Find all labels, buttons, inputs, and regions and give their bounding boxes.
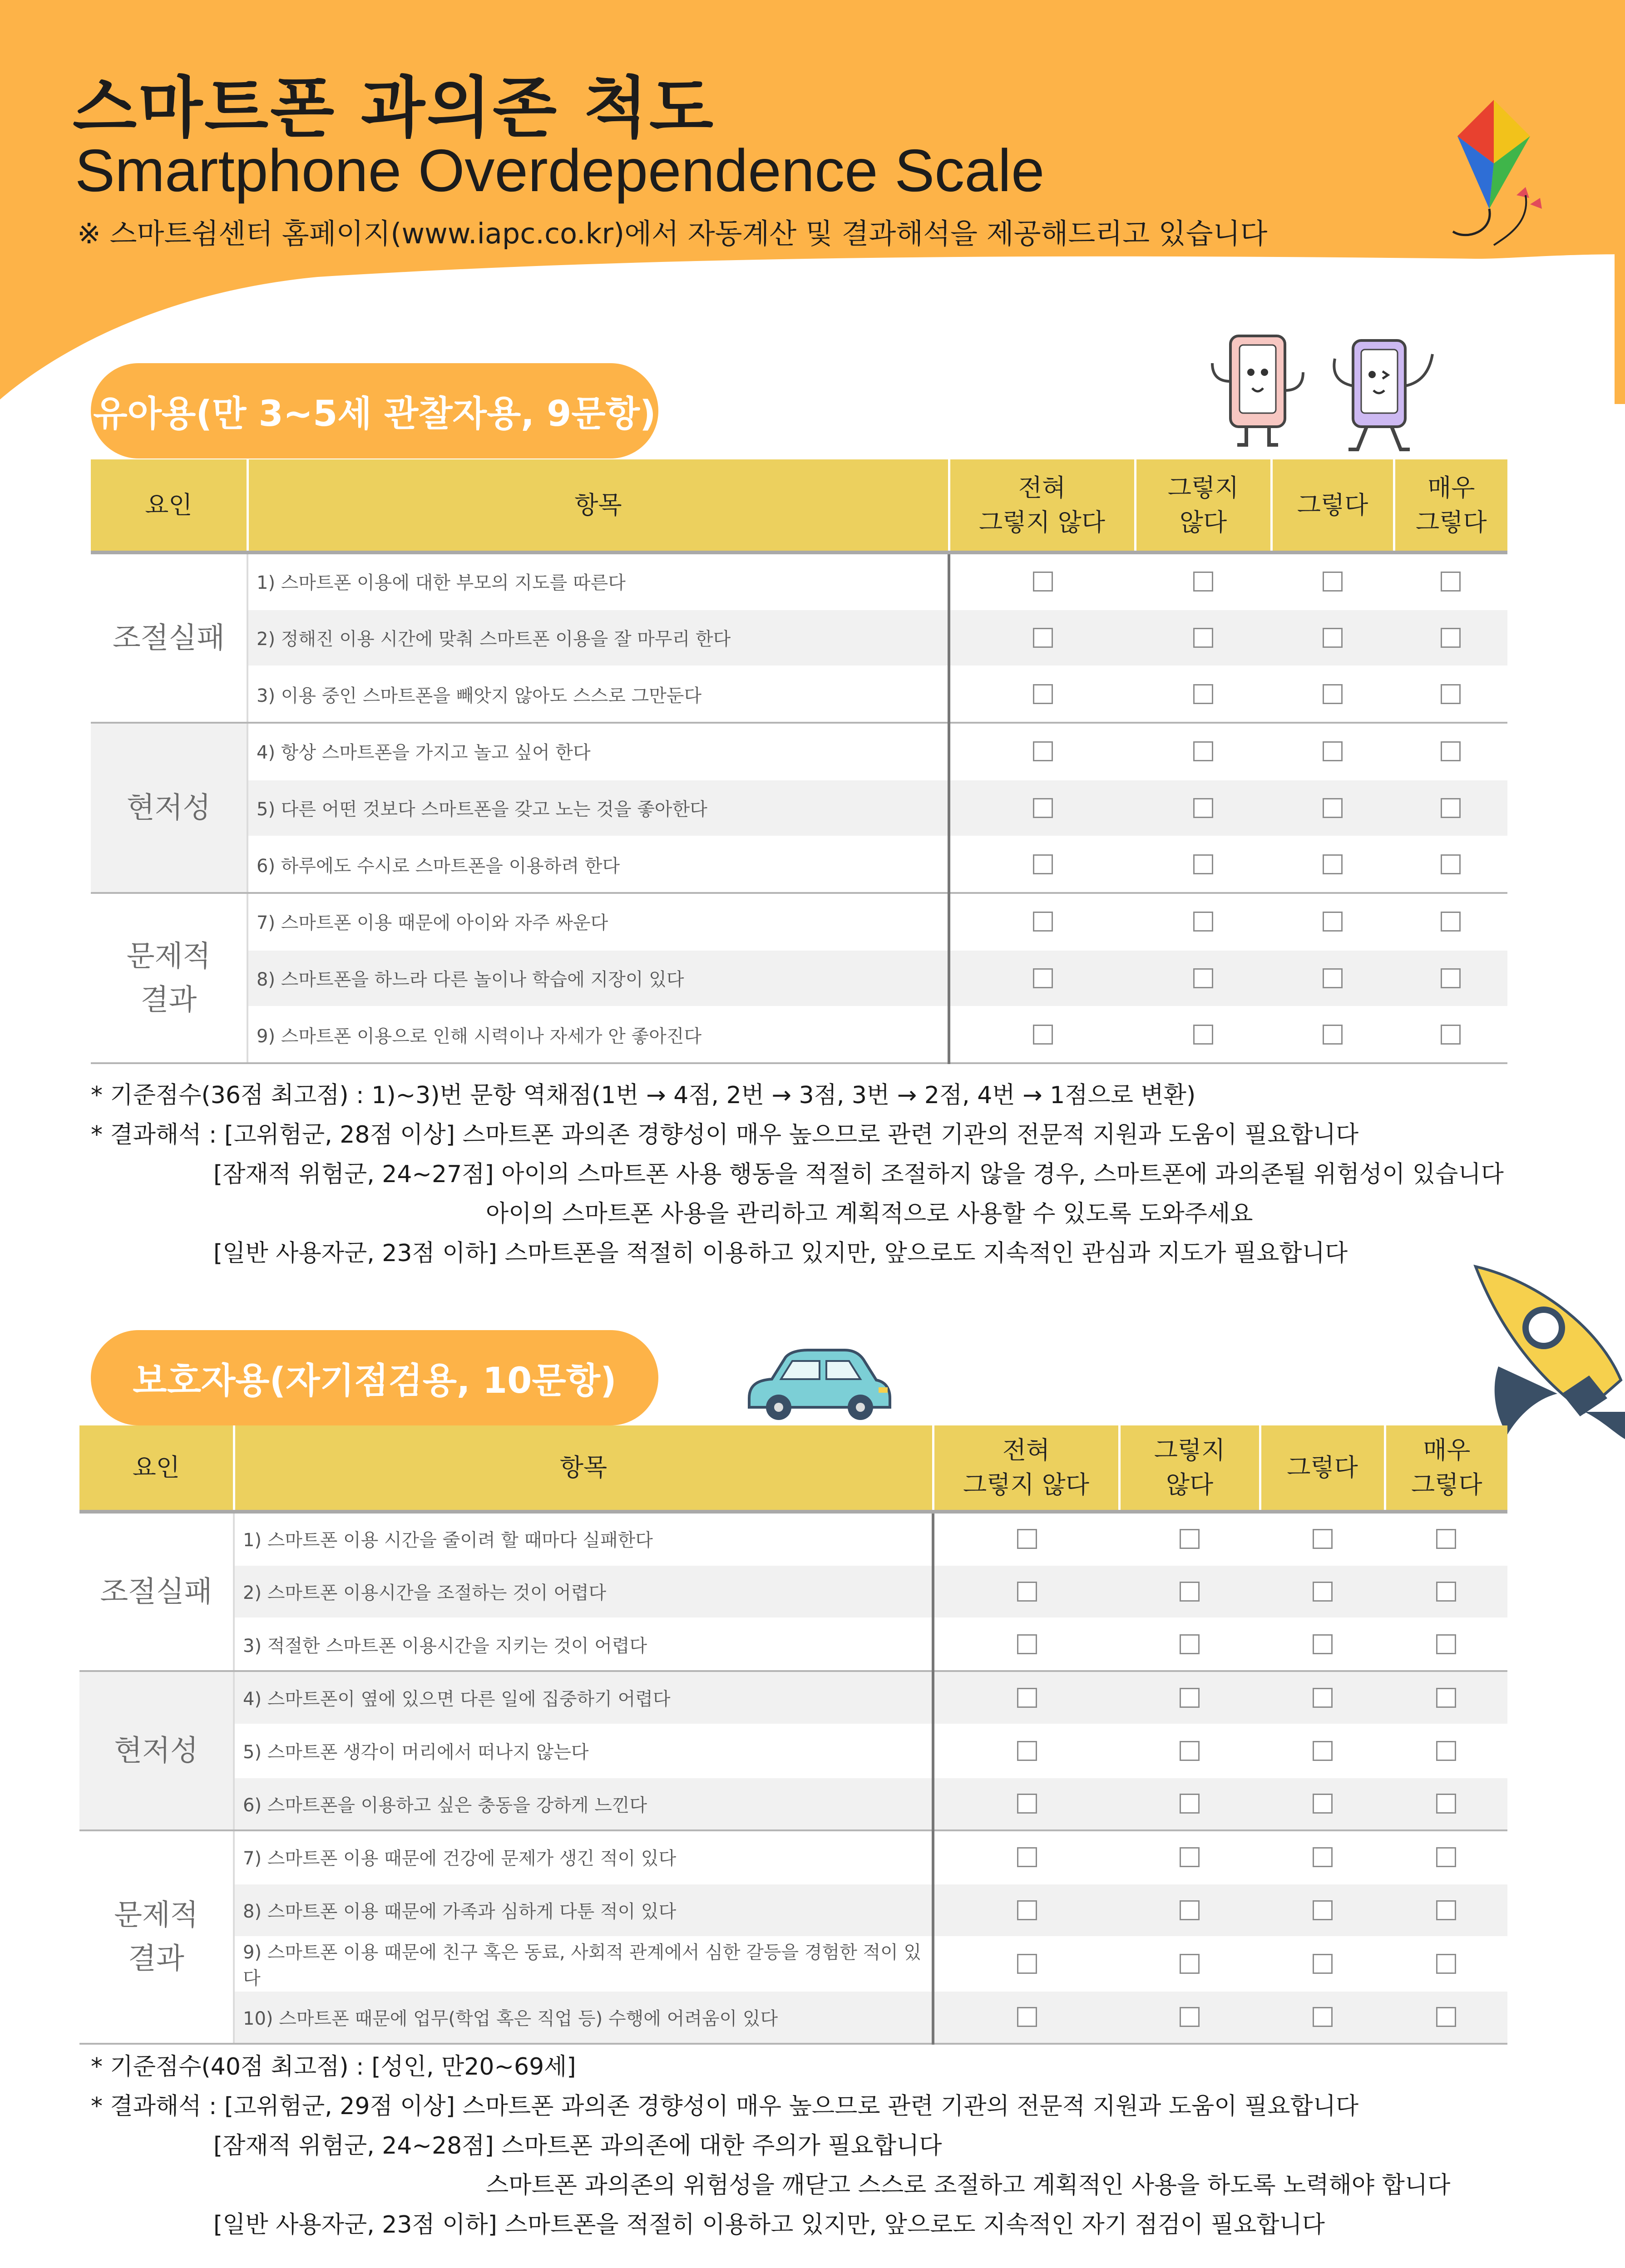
checkbox[interactable] <box>1017 1582 1037 1602</box>
checkbox[interactable] <box>1323 741 1343 761</box>
checkbox-cell <box>1135 666 1271 723</box>
checkbox[interactable] <box>1313 1741 1333 1761</box>
checkbox-cell <box>1135 779 1271 836</box>
checkbox[interactable] <box>1436 1900 1456 1920</box>
checkbox[interactable] <box>1033 684 1053 704</box>
note-line: 아이의 스마트폰 사용을 관리하고 계획적으로 사용할 수 있도록 도와주세요 <box>486 1200 1253 1228</box>
checkbox-cell <box>933 1565 1119 1618</box>
checkbox-cell <box>933 1991 1119 2044</box>
column-header: 그렇다 <box>1271 459 1394 552</box>
checkbox[interactable] <box>1180 1900 1200 1920</box>
item-text: 9) 스마트폰 이용 때문에 친구 혹은 동료, 사회적 관계에서 심한 갈등을 경험한 적이 있다 <box>234 1937 933 1991</box>
checkbox-cell <box>1394 666 1507 723</box>
checkbox-cell <box>949 609 1135 666</box>
column-header: 항목 <box>247 459 949 552</box>
checkbox-cell <box>1394 779 1507 836</box>
checkbox[interactable] <box>1180 1741 1200 1761</box>
item-text: 2) 정해진 이용 시간에 맞춰 스마트폰 이용을 잘 마무리 한다 <box>247 609 949 666</box>
checkbox-cell <box>1260 1565 1385 1618</box>
checkbox[interactable] <box>1033 798 1053 818</box>
column-header: 그렇다 <box>1260 1425 1385 1512</box>
checkbox[interactable] <box>1017 1900 1037 1920</box>
item-text: 9) 스마트폰 이용으로 인해 시력이나 자세가 안 좋아진다 <box>247 1006 949 1063</box>
checkbox-cell <box>1119 1991 1260 2044</box>
checkbox[interactable] <box>1180 1794 1200 1814</box>
checkbox-cell <box>1271 1006 1394 1063</box>
note-line: [일반 사용자군, 23점 이하] 스마트폰을 적절히 이용하고 있지만, 앞으로도 지속적인 자기 점검이 필요합니다 <box>213 2211 1325 2238</box>
checkbox-cell <box>933 1830 1119 1883</box>
checkbox-cell <box>1119 1830 1260 1883</box>
checkbox[interactable] <box>1017 1794 1037 1814</box>
checkbox[interactable] <box>1441 798 1461 818</box>
phone-characters-icon <box>1203 327 1457 463</box>
table-row <box>91 779 1507 836</box>
checkbox[interactable] <box>1193 854 1213 874</box>
column-header: 매우 그렇다 <box>1385 1425 1507 1512</box>
checkbox-cell <box>1394 1006 1507 1063</box>
checkbox-cell <box>933 1883 1119 1937</box>
checkbox[interactable] <box>1033 912 1053 932</box>
checkbox[interactable] <box>1017 1847 1037 1867</box>
checkbox[interactable] <box>1017 2007 1037 2027</box>
checkbox[interactable] <box>1017 1529 1037 1549</box>
checkbox-cell <box>1119 1937 1260 1991</box>
note-line: * 기준점수(40점 최고점) : [성인, 만20~69세] <box>91 2053 576 2081</box>
checkbox[interactable] <box>1193 572 1213 592</box>
checkbox-cell <box>1271 836 1394 893</box>
section1-table <box>91 459 1507 1064</box>
item-text: 1) 스마트폰 이용 시간을 줄이려 할 때마다 실패한다 <box>234 1512 933 1565</box>
column-header: 그렇지 않다 <box>1135 459 1271 552</box>
kite-icon <box>1439 95 1576 259</box>
factor-label: 조절실패 <box>91 552 247 723</box>
item-text: 1) 스마트폰 이용에 대한 부모의 지도를 따른다 <box>247 552 949 609</box>
checkbox-cell <box>1271 893 1394 950</box>
item-text: 5) 다른 어떤 것보다 스마트폰을 갖고 노는 것을 좋아한다 <box>247 779 949 836</box>
checkbox-cell <box>1260 1671 1385 1724</box>
checkbox-cell <box>1119 1618 1260 1671</box>
checkbox[interactable] <box>1033 1025 1053 1045</box>
column-header: 매우 그렇다 <box>1394 459 1507 552</box>
checkbox-cell <box>1135 1006 1271 1063</box>
car-icon <box>740 1344 894 1425</box>
checkbox-cell <box>1385 1724 1507 1777</box>
checkbox-cell <box>1271 723 1394 779</box>
checkbox-cell <box>1385 1991 1507 2044</box>
item-text: 8) 스마트폰 이용 때문에 가족과 심하게 다툰 적이 있다 <box>234 1883 933 1937</box>
checkbox-cell <box>1135 609 1271 666</box>
checkbox[interactable] <box>1180 2007 1200 2027</box>
checkbox[interactable] <box>1441 854 1461 874</box>
section2-title: 보호자용(자기점검용, 10문항) <box>91 1330 658 1425</box>
item-text: 3) 적절한 스마트폰 이용시간을 지키는 것이 어렵다 <box>234 1618 933 1671</box>
checkbox[interactable] <box>1323 684 1343 704</box>
item-text: 8) 스마트폰을 하느라 다른 놀이나 학습에 지장이 있다 <box>247 950 949 1006</box>
factor-label: 문제적 결과 <box>79 1830 234 2044</box>
table-row <box>79 1565 1507 1618</box>
checkbox-cell <box>1260 1937 1385 1991</box>
item-text: 7) 스마트폰 이용 때문에 건강에 문제가 생긴 적이 있다 <box>234 1830 933 1883</box>
checkbox-cell <box>949 723 1135 779</box>
checkbox[interactable] <box>1193 912 1213 932</box>
note-line: * 결과해석 : [고위험군, 28점 이상] 스마트폰 과의존 경향성이 매우 높으므로 관련 기관의 전문적 지원과 도움이 필요합니다 <box>91 1121 1359 1149</box>
checkbox[interactable] <box>1313 1847 1333 1867</box>
checkbox[interactable] <box>1313 1529 1333 1549</box>
checkbox[interactable] <box>1033 572 1053 592</box>
checkbox-cell <box>1260 1883 1385 1937</box>
column-header: 그렇지 않다 <box>1119 1425 1260 1512</box>
table-row <box>79 1991 1507 2044</box>
checkbox-cell <box>949 666 1135 723</box>
checkbox[interactable] <box>1180 1847 1200 1867</box>
item-text: 5) 스마트폰 생각이 머리에서 떠나지 않는다 <box>234 1724 933 1777</box>
checkbox[interactable] <box>1033 854 1053 874</box>
checkbox[interactable] <box>1193 741 1213 761</box>
checkbox[interactable] <box>1313 1634 1333 1654</box>
checkbox[interactable] <box>1436 1794 1456 1814</box>
checkbox[interactable] <box>1313 1900 1333 1920</box>
item-text: 10) 스마트폰 때문에 업무(학업 혹은 직업 등) 수행에 어려움이 있다 <box>234 1991 933 2044</box>
checkbox[interactable] <box>1441 912 1461 932</box>
checkbox-cell <box>949 552 1135 609</box>
checkbox-cell <box>949 1006 1135 1063</box>
checkbox[interactable] <box>1017 1634 1037 1654</box>
checkbox[interactable] <box>1017 1954 1037 1974</box>
checkbox-cell <box>1260 1512 1385 1565</box>
checkbox-cell <box>1394 609 1507 666</box>
checkbox[interactable] <box>1017 1741 1037 1761</box>
item-text: 6) 스마트폰을 이용하고 싶은 충동을 강하게 느낀다 <box>234 1777 933 1830</box>
table-row <box>91 893 1507 950</box>
checkbox-cell <box>1385 1565 1507 1618</box>
table-row <box>91 1006 1507 1063</box>
checkbox-cell <box>1119 1565 1260 1618</box>
table-header-row <box>79 1425 1507 1512</box>
checkbox[interactable] <box>1193 968 1213 988</box>
checkbox-cell <box>1385 1618 1507 1671</box>
checkbox-cell <box>1135 723 1271 779</box>
checkbox[interactable] <box>1323 572 1343 592</box>
checkbox[interactable] <box>1180 1529 1200 1549</box>
checkbox-cell <box>1394 552 1507 609</box>
checkbox-cell <box>1271 950 1394 1006</box>
checkbox-cell <box>1271 609 1394 666</box>
checkbox[interactable] <box>1193 684 1213 704</box>
checkbox[interactable] <box>1313 1954 1333 1974</box>
checkbox[interactable] <box>1313 1794 1333 1814</box>
checkbox-cell <box>1260 1724 1385 1777</box>
checkbox-cell <box>1385 1777 1507 1830</box>
note-line: [잠재적 위험군, 24~27점] 아이의 스마트폰 사용 행동을 적절히 조절하지 않을 경우, 스마트폰에 과의존될 위험성이 있습니다 <box>213 1161 1504 1188</box>
checkbox[interactable] <box>1323 968 1343 988</box>
checkbox[interactable] <box>1436 1847 1456 1867</box>
checkbox[interactable] <box>1323 798 1343 818</box>
checkbox-cell <box>949 779 1135 836</box>
checkbox[interactable] <box>1436 1954 1456 1974</box>
table-row <box>91 552 1507 609</box>
section2-table <box>79 1425 1507 2045</box>
website-note: ※ 스마트쉼센터 홈페이지(www.iapc.co.kr)에서 자동계산 및 결과해석을 제공해드리고 있습니다 <box>77 217 1268 250</box>
checkbox-cell <box>1260 1991 1385 2044</box>
section1-title: 유아용(만 3~5세 관찰자용, 9문항) <box>91 363 658 459</box>
note-line: [잠재적 위험군, 24~28점] 스마트폰 과의존에 대한 주의가 필요합니다 <box>213 2132 942 2160</box>
checkbox[interactable] <box>1436 1634 1456 1654</box>
factor-label: 현저성 <box>79 1671 234 1830</box>
checkbox-cell <box>1385 1512 1507 1565</box>
table-row <box>91 950 1507 1006</box>
table-row <box>91 723 1507 779</box>
checkbox[interactable] <box>1436 1741 1456 1761</box>
checkbox[interactable] <box>1436 2007 1456 2027</box>
table-row <box>79 1937 1507 1991</box>
checkbox-cell <box>1119 1671 1260 1724</box>
item-text: 6) 하루에도 수시로 스마트폰을 이용하려 한다 <box>247 836 949 893</box>
checkbox[interactable] <box>1180 1688 1200 1708</box>
table-row <box>79 1618 1507 1671</box>
checkbox[interactable] <box>1193 798 1213 818</box>
checkbox-cell <box>1394 723 1507 779</box>
checkbox-cell <box>1271 666 1394 723</box>
item-text: 4) 항상 스마트폰을 가지고 놀고 싶어 한다 <box>247 723 949 779</box>
checkbox[interactable] <box>1193 1025 1213 1045</box>
checkbox[interactable] <box>1323 1025 1343 1045</box>
item-text: 4) 스마트폰이 옆에 있으면 다른 일에 집중하기 어렵다 <box>234 1671 933 1724</box>
checkbox[interactable] <box>1017 1688 1037 1708</box>
table-row <box>79 1512 1507 1565</box>
checkbox-cell <box>933 1618 1119 1671</box>
note-line: * 기준점수(36점 최고점) : 1)~3)번 문항 역채점(1번 → 4점, 2번 → 3점, 3번 → 2점, 4번 → 1점으로 변환) <box>91 1082 1196 1109</box>
checkbox[interactable] <box>1323 912 1343 932</box>
checkbox-cell <box>933 1671 1119 1724</box>
checkbox[interactable] <box>1033 628 1053 648</box>
checkbox[interactable] <box>1180 1954 1200 1974</box>
checkbox[interactable] <box>1180 1582 1200 1602</box>
note-line: * 결과해석 : [고위험군, 29점 이상] 스마트폰 과의존 경향성이 매우 높으므로 관련 기관의 전문적 지원과 도움이 필요합니다 <box>91 2093 1359 2120</box>
factor-label: 문제적 결과 <box>91 893 247 1063</box>
checkbox-cell <box>949 836 1135 893</box>
checkbox[interactable] <box>1313 1582 1333 1602</box>
checkbox[interactable] <box>1313 2007 1333 2027</box>
checkbox[interactable] <box>1323 854 1343 874</box>
table-row <box>79 1883 1507 1937</box>
column-header: 요인 <box>91 459 247 552</box>
checkbox-cell <box>933 1512 1119 1565</box>
checkbox-cell <box>1135 893 1271 950</box>
checkbox[interactable] <box>1323 628 1343 648</box>
column-header: 요인 <box>79 1425 234 1512</box>
checkbox-cell <box>1385 1883 1507 1937</box>
checkbox-cell <box>1385 1671 1507 1724</box>
checkbox-cell <box>1385 1830 1507 1883</box>
checkbox[interactable] <box>1441 968 1461 988</box>
checkbox[interactable] <box>1441 628 1461 648</box>
checkbox-cell <box>1385 1937 1507 1991</box>
table-row <box>91 666 1507 723</box>
table-row <box>79 1724 1507 1777</box>
checkbox-cell <box>1271 552 1394 609</box>
table-header-row <box>91 459 1507 552</box>
checkbox-cell <box>949 950 1135 1006</box>
checkbox[interactable] <box>1313 1688 1333 1708</box>
checkbox-cell <box>1135 836 1271 893</box>
checkbox-cell <box>1394 836 1507 893</box>
table-row <box>91 609 1507 666</box>
checkbox[interactable] <box>1033 741 1053 761</box>
checkbox-cell <box>1394 893 1507 950</box>
checkbox[interactable] <box>1436 1529 1456 1549</box>
checkbox-cell <box>949 893 1135 950</box>
column-header: 전혀 그렇지 않다 <box>949 459 1135 552</box>
checkbox[interactable] <box>1441 572 1461 592</box>
checkbox[interactable] <box>1193 628 1213 648</box>
table-row <box>79 1777 1507 1830</box>
checkbox-cell <box>1260 1777 1385 1830</box>
checkbox-cell <box>1260 1618 1385 1671</box>
checkbox[interactable] <box>1436 1582 1456 1602</box>
checkbox-cell <box>1119 1883 1260 1937</box>
item-text: 7) 스마트폰 이용 때문에 아이와 자주 싸운다 <box>247 893 949 950</box>
note-line: [일반 사용자군, 23점 이하] 스마트폰을 적절히 이용하고 있지만, 앞으로도 지속적인 관심과 지도가 필요합니다 <box>213 1240 1348 1267</box>
checkbox[interactable] <box>1441 1025 1461 1045</box>
item-text: 3) 이용 중인 스마트폰을 빼앗지 않아도 스스로 그만둔다 <box>247 666 949 723</box>
column-header: 항목 <box>234 1425 933 1512</box>
checkbox[interactable] <box>1180 1634 1200 1654</box>
checkbox-cell <box>1119 1512 1260 1565</box>
checkbox[interactable] <box>1436 1688 1456 1708</box>
factor-label: 조절실패 <box>79 1512 234 1671</box>
checkbox-cell <box>1119 1724 1260 1777</box>
checkbox[interactable] <box>1033 968 1053 988</box>
column-header: 전혀 그렇지 않다 <box>933 1425 1119 1512</box>
checkbox-cell <box>1260 1830 1385 1883</box>
checkbox-cell <box>1271 779 1394 836</box>
note-line: 스마트폰 과의존의 위험성을 깨닫고 스스로 조절하고 계획적인 사용을 하도록 노력해야 합니다 <box>486 2172 1451 2199</box>
rocket-icon <box>1471 1262 1625 1453</box>
checkbox[interactable] <box>1441 684 1461 704</box>
table-row <box>79 1671 1507 1724</box>
table-row <box>79 1830 1507 1883</box>
page-subtitle: Smartphone Overdependence Scale <box>75 137 1045 204</box>
checkbox-cell <box>1119 1777 1260 1830</box>
table-row <box>91 836 1507 893</box>
checkbox[interactable] <box>1441 741 1461 761</box>
item-text: 2) 스마트폰 이용시간을 조절하는 것이 어렵다 <box>234 1565 933 1618</box>
checkbox-cell <box>933 1724 1119 1777</box>
factor-label: 현저성 <box>91 723 247 893</box>
checkbox-cell <box>1135 950 1271 1006</box>
checkbox-cell <box>933 1777 1119 1830</box>
checkbox-cell <box>1135 552 1271 609</box>
page-title: 스마트폰 과의존 척도 <box>73 69 715 147</box>
checkbox-cell <box>933 1937 1119 1991</box>
checkbox-cell <box>1394 950 1507 1006</box>
